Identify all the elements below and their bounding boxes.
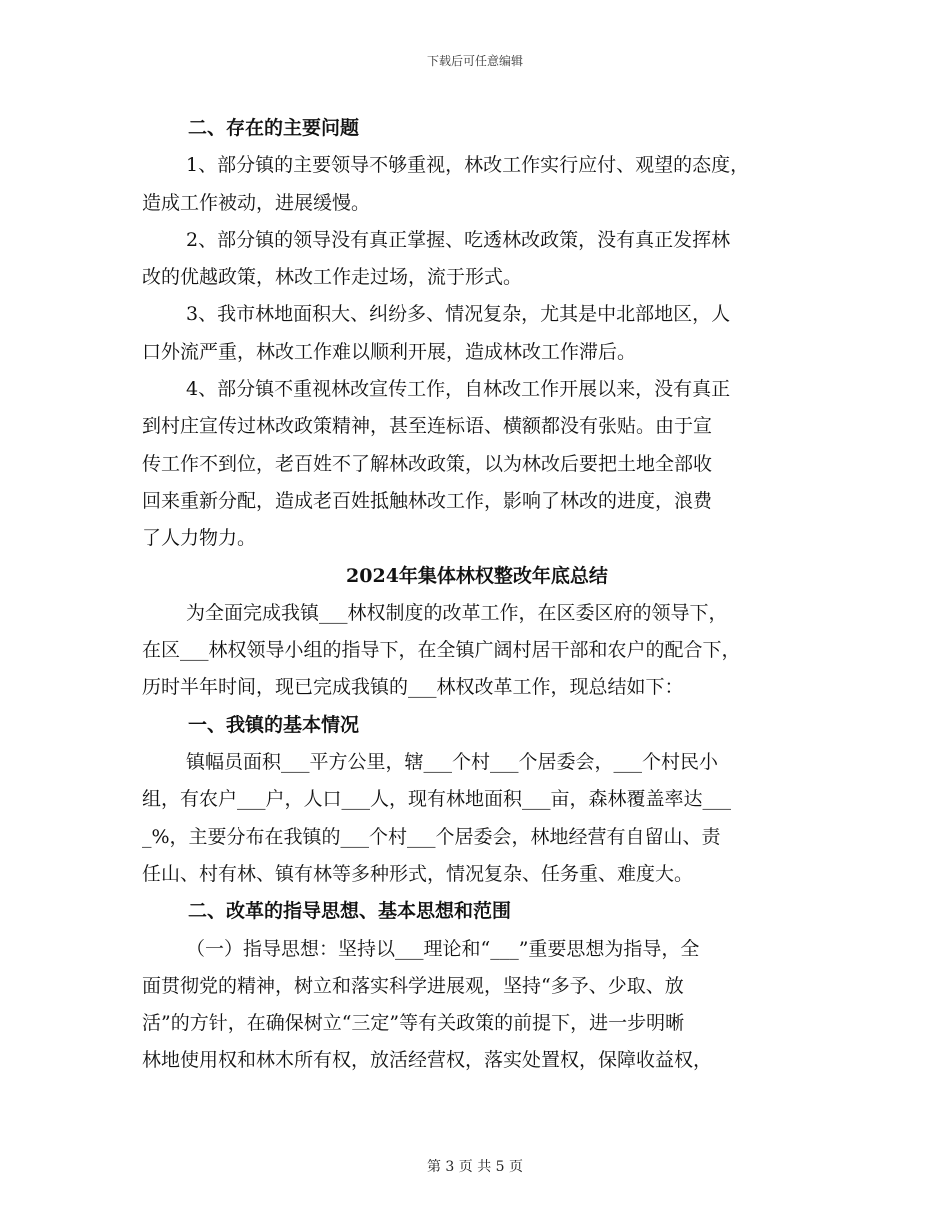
page-header-note: 下载后可任意编辑 [426,54,523,68]
text-line: 到村庄宣传过林改政策精神，甚至连标语、横额都没有张贴。由于宣 [142,415,713,438]
text-line: 造成工作被动，进展缓慢。 [142,191,371,214]
text-line: 2、部分镇的领导没有真正掌握、吃透林改政策，没有真正发挥林 [186,228,731,251]
text-line: 1、部分镇的主要领导不够重视，林改工作实行应付、观望的态度， [186,154,750,177]
text-line: 任山、村有林、镇有林等多种形式，情况复杂、任务重、难度大。 [142,862,694,885]
text-line: 活”的方针，在确保树立“三定”等有关政策的前提下，进一步明晰 [142,1012,685,1035]
text-line: 在区___林权领导小组的指导下，在全镇广阔村居干部和农户的配合下， [142,639,741,662]
text-line: 林地使用权和林木所有权，放活经营权，落实处置权，保障收益权， [142,1049,713,1072]
section-heading: 2024年集体林权整改年底总结 [346,564,608,587]
document-body [142,110,812,1080]
text-line: 组，有农户___户，人口___人，现有林地面积___亩，森林覆盖率达___ [142,788,732,811]
text-line: 镇幅员面积___平方公里，辖___个村___个居委会，___个村民小 [186,751,719,774]
text-line: 3、我市林地面积大、纠纷多、情况复杂，尤其是中北部地区，人 [186,303,731,326]
text-line: 传工作不到位，老百姓不了解林改政策，以为林改后要把土地全部收 [142,452,713,475]
text-line: 回来重新分配，造成老百姓抵触林改工作，影响了林改的进度，浪费 [142,489,713,512]
section-heading: 二、改革的指导思想、基本思想和范围 [188,900,512,923]
text-line: 为全面完成我镇___林权制度的改革工作，在区委区府的领导下， [186,601,728,624]
page-footer: 第 3 页 共 5 页 [426,1159,524,1175]
section-heading: 一、我镇的基本情况 [188,713,360,736]
text-line: 改的优越政策，林改工作走过场，流于形式。 [142,266,523,289]
text-line: 口外流严重，林改工作难以顺利开展，造成林改工作滞后。 [142,340,637,363]
text-line: 了人力物力。 [142,527,257,550]
text-line: 面贯彻党的精神，树立和落实科学进展观，坚持“多予、少取、放 [142,974,684,997]
section-heading: 二、存在的主要问题 [188,117,360,139]
text-line: 历时半年时间，现已完成我镇的___林权改革工作，现总结如下： [142,676,684,699]
text-line: _%，主要分布在我镇的___个村___个居委会，林地经营有自留山、责 [142,825,721,848]
text-line: 4、部分镇不重视林改宣传工作，自林改工作开展以来，没有真正 [186,378,731,401]
text-line: （一）指导思想：坚持以___理论和“___”重要思想为指导，全 [186,937,700,960]
